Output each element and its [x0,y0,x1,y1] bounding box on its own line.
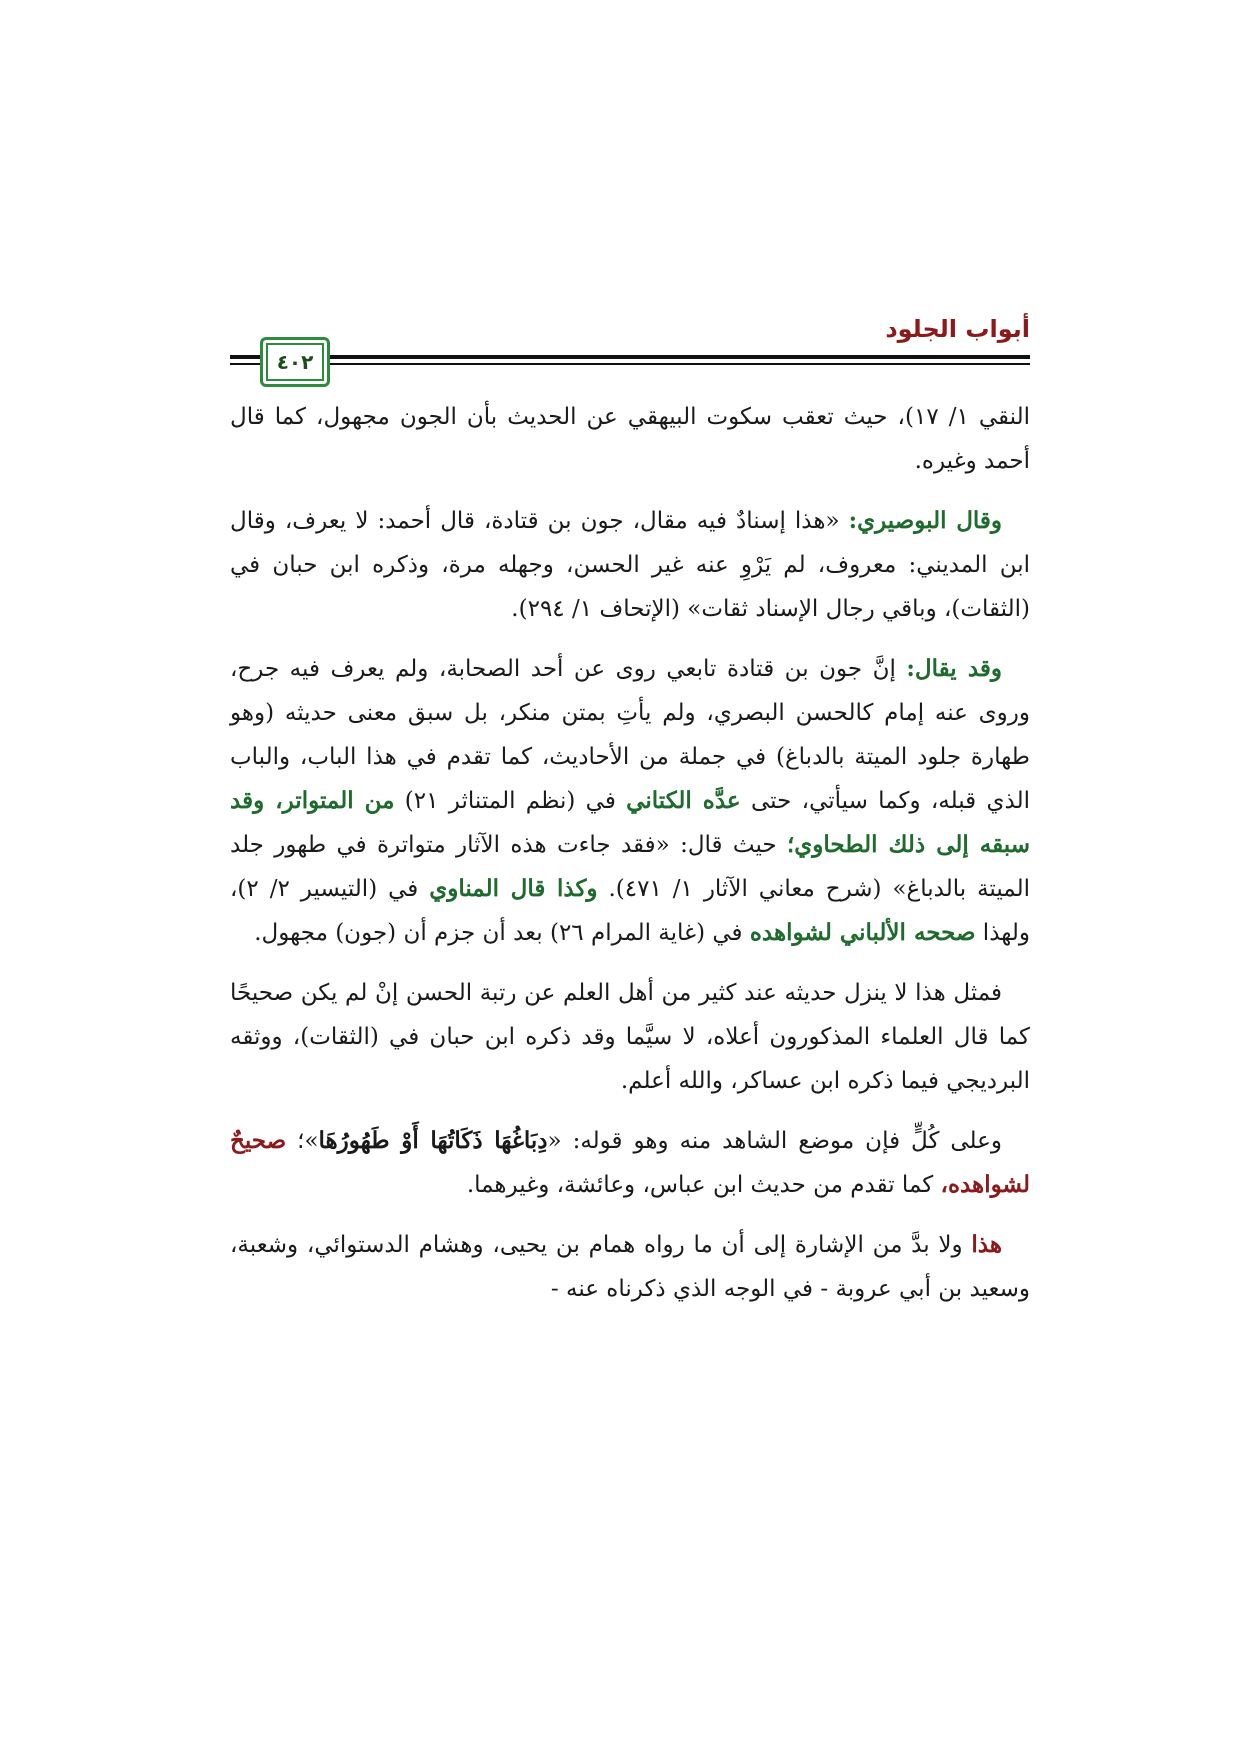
page-number: ٤٠٢ [276,350,314,374]
paragraph [230,647,1030,955]
paragraph-text: كما تقدم من حديث ابن عباس، وعائشة، وغيرهما. [466,1172,941,1198]
page-number-badge [260,337,330,387]
paragraph-text: فمثل هذا لا ينزل حديثه عند كثير من أهل العلم عن رتبة الحسن إنْ لم يكن صحيحًا كما قال العلماء المذكورون أعلاه، لا سيَّما وقد ذكره ابن حبان في (الثقات)، ووثقه البرديجي فيما ذكره ابن عساكر، والله أعلم. [230,980,1030,1094]
paragraph-text: حيث قال: «فقد جاءت هذه الآثار متواترة في طهور جلد الميتة بالدباغ» (شرح معاني الآثار ١/ ٤٧١). [230,832,1031,902]
page-header [230,315,1030,385]
paragraph [230,1119,1030,1207]
paragraph-text: «هذا إسنادٌ فيه مقال، جون بن قتادة، قال أحمد: لا يعرف، وقال ابن المديني: معروف، لم يَرْوِ عنه غير الحسن، وجهله مرة، وذكره ابن حبان في (الثقات)، وباقي رجال الإسناد ثقات» (الإتحاف ١/ ٢٩٤). [230,508,1030,622]
highlighted-phrase: وكذا قال المناوي [429,875,598,902]
paragraph-text: وعلى كُلٍّ فإن موضع الشاهد منه وهو قوله: « [547,1128,1002,1154]
page-body [230,395,1030,1327]
highlighted-phrase: من المتواتر، وقد سبقه إلى ذلك الطحاوي؛ [230,787,1030,858]
paragraph-text: »؛ [286,1128,319,1154]
hadith-quote: دِبَاغُهَا ذَكَاتُهَا أَوْ طَهُورُهَا [318,1127,548,1154]
paragraph-text: ولا بدَّ من الإشارة إلى أن ما رواه همام بن يحيى، وهشام الدستوائي، وشعبة، وسعيد بن أبي عروبة - في الوجه الذي ذكرناه عنه - [230,1232,1030,1302]
paragraph-text: إنَّ جون بن قتادة تابعي روى عن أحد الصحابة، ولم يعرف فيه جرح، وروى عنه إمام كالحسن البصري، ولم يأتِ بمتن منكر، بل سبق معنى حديثه (وهو طهارة جلود الميتة بالدباغ) في جملة من الأحاديث، كما تقدم في هذا الباب، والباب الذي قبله، وكما سيأتي، حتى [230,656,1030,814]
paragraph-text: النقي ١/ ١٧)، حيث تعقب سكوت البيهقي عن الحديث بأن الجون مجهول، كما قال أحمد وغيره. [230,404,1030,474]
highlighted-phrase: وقال البوصيري: [848,507,1003,534]
header-rule-thick [230,355,1030,359]
highlighted-phrase: صححه الألباني لشواهده [749,919,976,946]
paragraph-text: في (التيسير ٢/ ٢)، ولهذا [230,876,1030,946]
paragraph [230,971,1030,1103]
highlighted-phrase: صحيحٌ لشواهده، [230,1127,1030,1198]
paragraph [230,1223,1030,1311]
paragraph-text: في (نظم المتناثر ٢١) [394,788,627,814]
highlighted-phrase: هذا [971,1231,1002,1258]
chapter-title: أبواب الجلود [885,315,1030,343]
header-rule-thin [230,363,1030,365]
paragraph [230,499,1030,631]
paragraph [230,395,1030,483]
highlighted-phrase: وقد يقال: [906,655,1002,682]
paragraph-text: في (غاية المرام ٢٦) بعد أن جزم أن (جون) مجهول. [254,920,750,946]
highlighted-phrase: عدَّه الكتاني [626,787,741,814]
